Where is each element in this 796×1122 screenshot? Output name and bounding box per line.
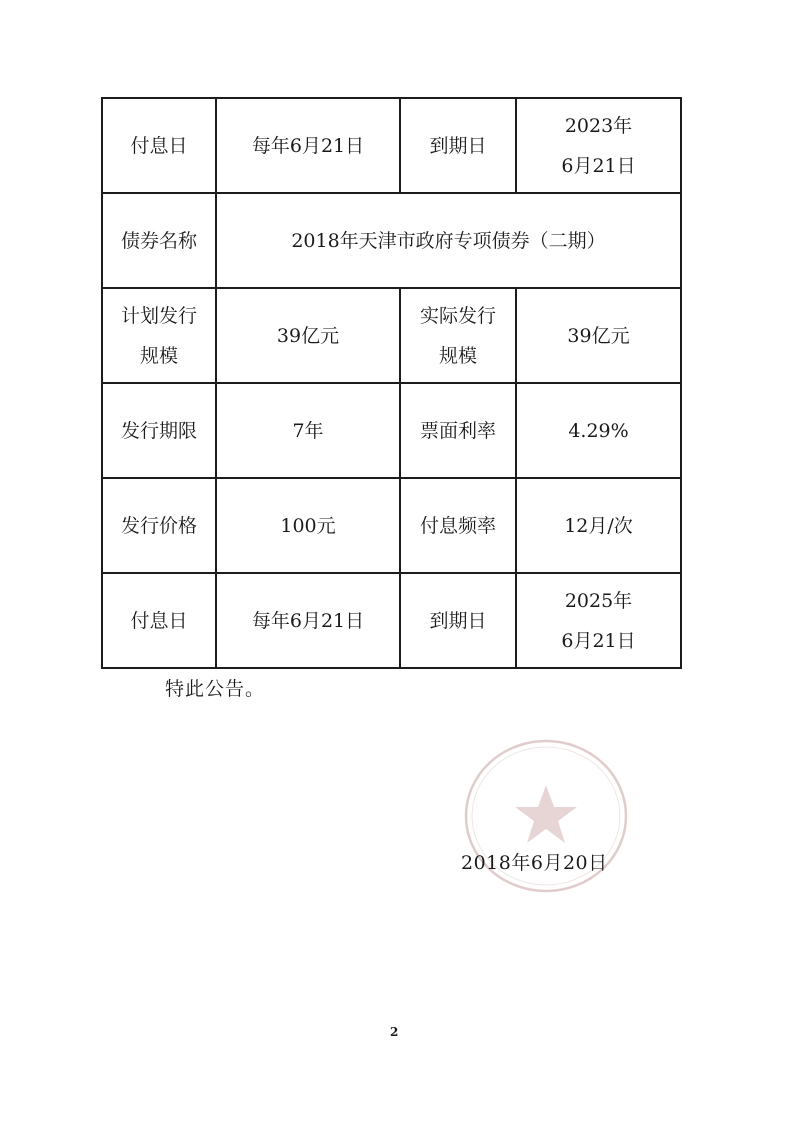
table-cell: 7年 — [216, 383, 400, 478]
page-number: 2 — [390, 1025, 399, 1039]
table-row — [102, 478, 681, 573]
table-cell: 付息日 — [102, 573, 216, 668]
table-row — [102, 98, 681, 193]
table-cell: 每年6月21日 — [216, 573, 400, 668]
signature-date: 2018年6月20日 — [461, 852, 608, 874]
table-cell: 发行价格 — [102, 478, 216, 573]
table-row — [102, 288, 681, 383]
bond-info-table — [101, 97, 682, 669]
table-cell — [400, 288, 516, 383]
cell-line: 实际发行 — [419, 304, 496, 327]
cell-line: 规模 — [438, 344, 477, 367]
table-cell — [516, 573, 681, 668]
table-cell: 12月/次 — [516, 478, 681, 573]
table-cell: 付息日 — [102, 98, 216, 193]
table-cell: 票面利率 — [400, 383, 516, 478]
table-cell: 100元 — [216, 478, 400, 573]
cell-line: 6月21日 — [561, 629, 636, 652]
table-row — [102, 383, 681, 478]
table-cell: 到期日 — [400, 573, 516, 668]
table-cell: 4.29% — [516, 383, 681, 478]
table-cell: 债券名称 — [102, 193, 216, 288]
cell-line: 6月21日 — [561, 154, 636, 177]
table-cell: 39亿元 — [216, 288, 400, 383]
table-cell: 付息频率 — [400, 478, 516, 573]
table-cell: 到期日 — [400, 98, 516, 193]
table-cell: 39亿元 — [516, 288, 681, 383]
table-cell: 发行期限 — [102, 383, 216, 478]
table-cell: 每年6月21日 — [216, 98, 400, 193]
cell-line: 2025年 — [564, 589, 633, 612]
table-row — [102, 573, 681, 668]
closing-text: 特此公告。 — [165, 678, 266, 700]
table-cell — [516, 98, 681, 193]
table-cell: 2018年天津市政府专项债券（二期） — [216, 193, 681, 288]
table-row — [102, 193, 681, 288]
table-cell — [102, 288, 216, 383]
cell-line: 计划发行 — [120, 304, 197, 327]
cell-line: 2023年 — [564, 114, 633, 137]
cell-line: 规模 — [139, 344, 178, 367]
